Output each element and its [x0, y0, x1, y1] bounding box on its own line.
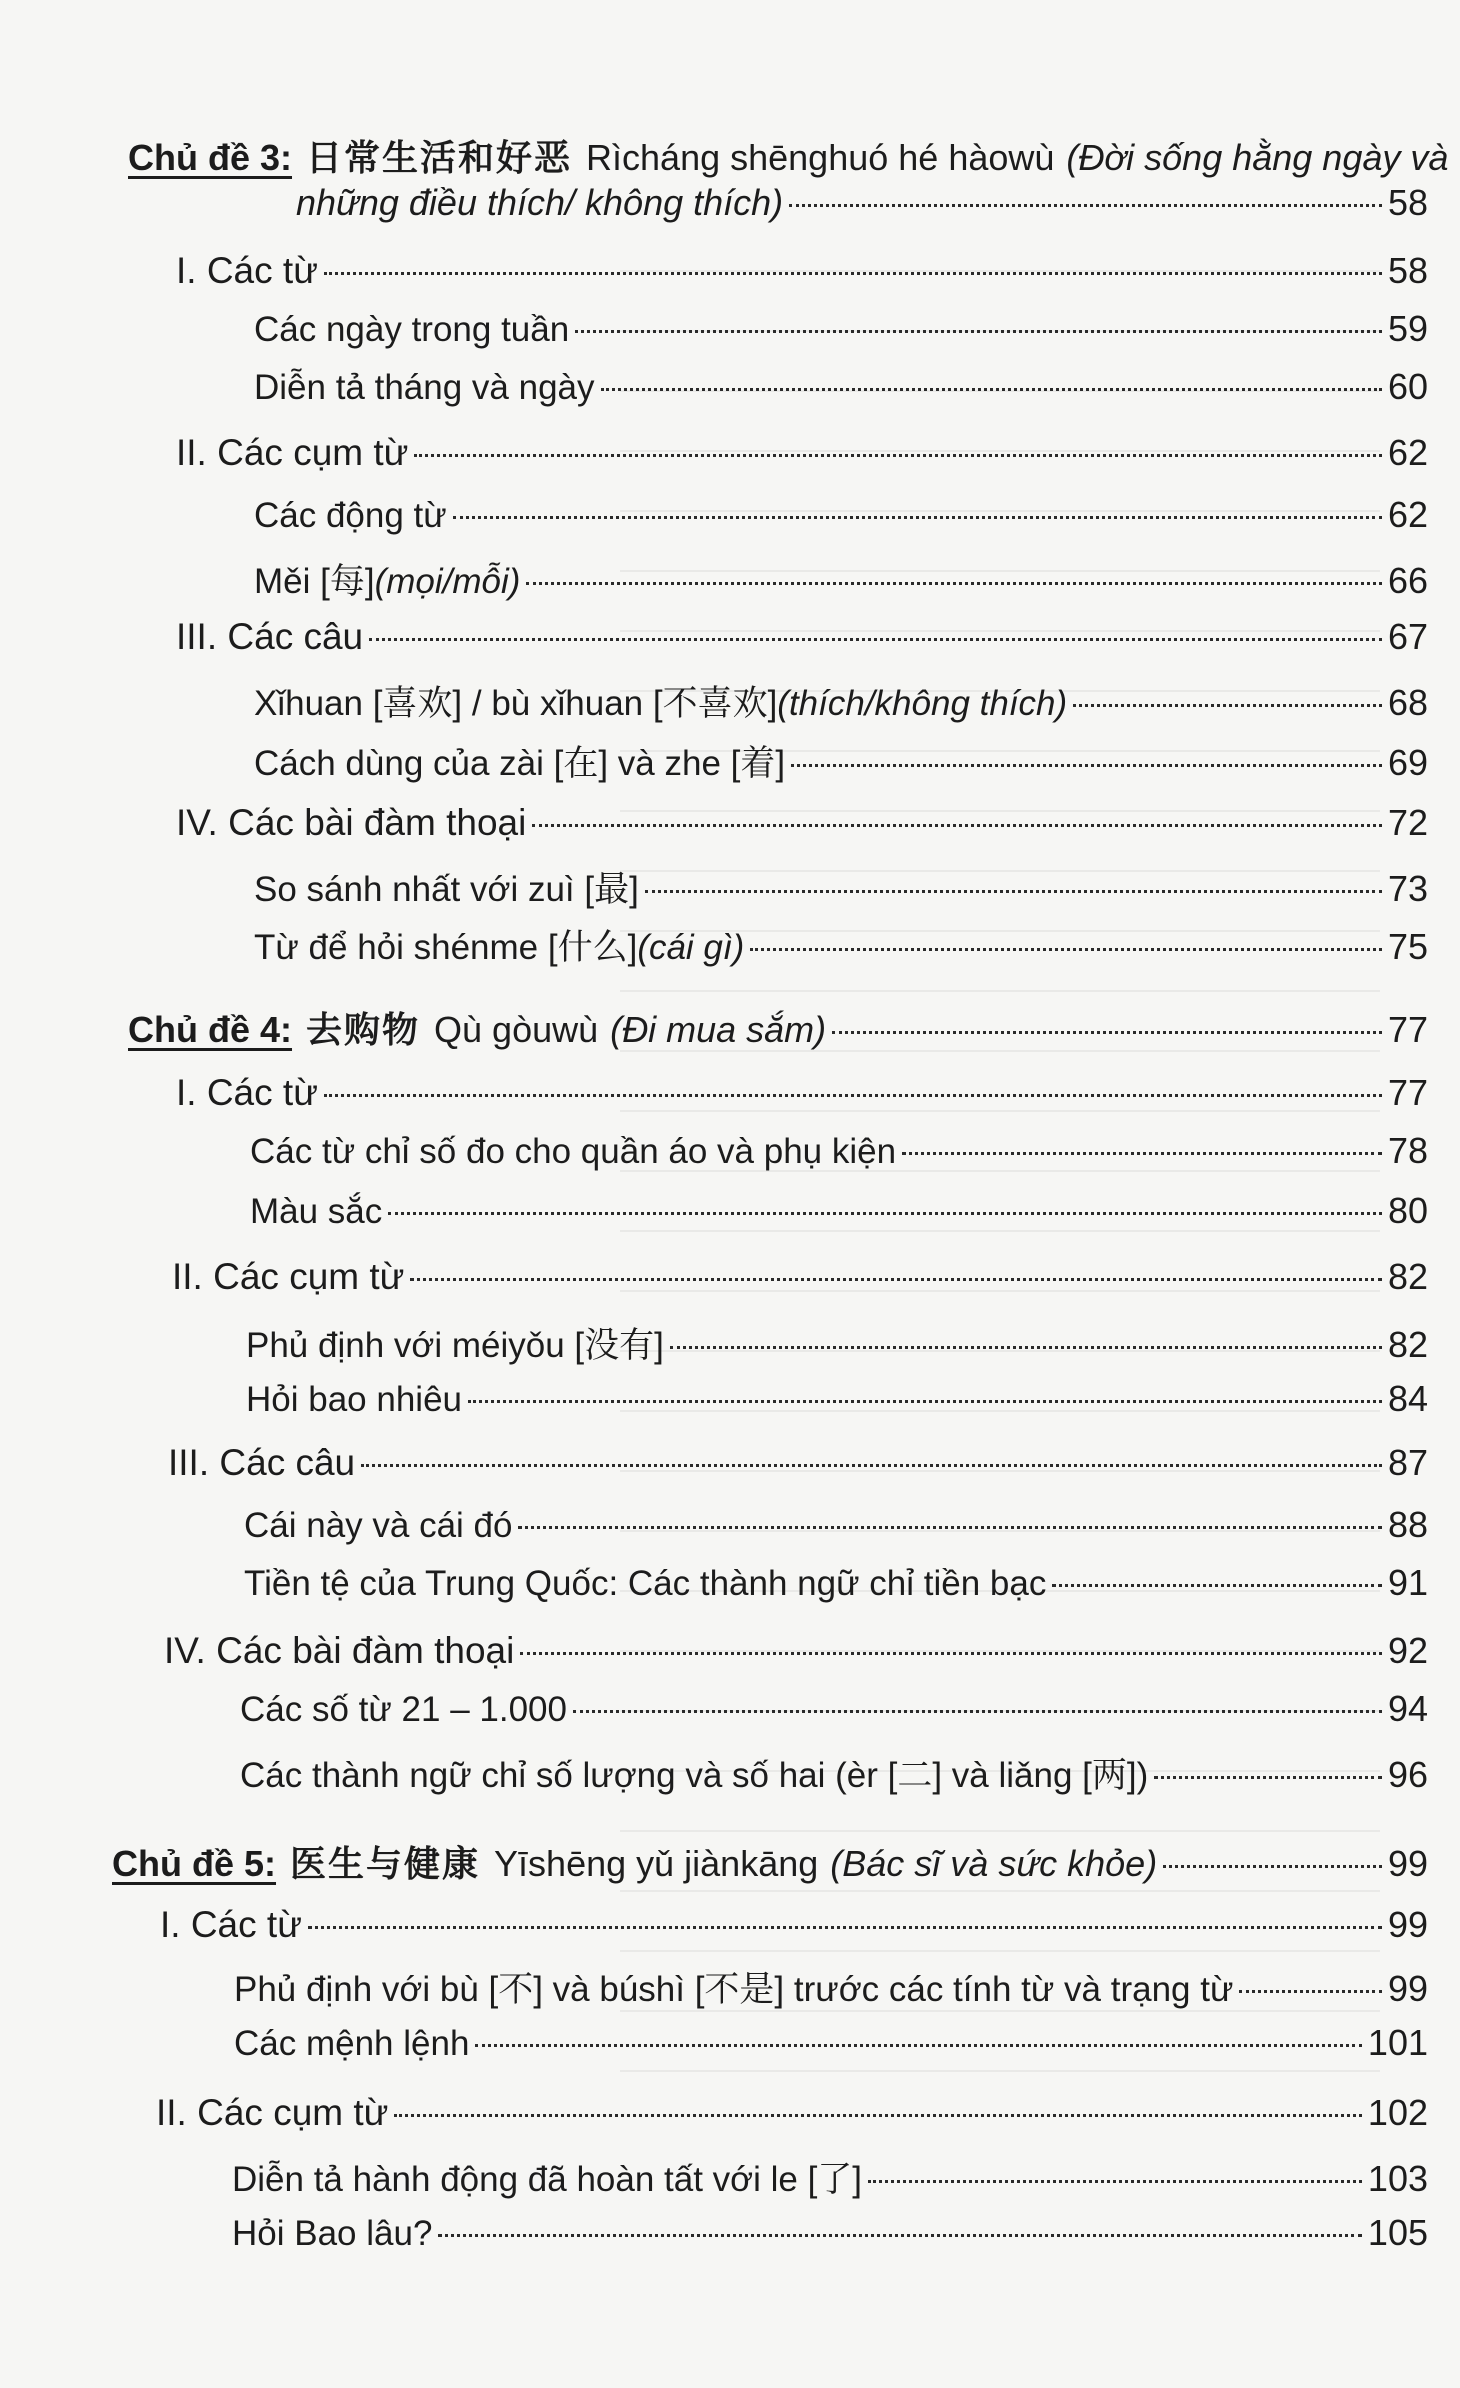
page-number: 91	[1387, 1562, 1428, 1603]
toc-entry[interactable]	[176, 432, 1428, 474]
toc-entry[interactable]	[254, 554, 1428, 604]
leader-dots	[791, 764, 1382, 767]
chapter-title-cn: 去购物	[306, 1009, 421, 1050]
entry-title: II. Các cụm từ	[156, 2092, 389, 2133]
page-number: 77	[1387, 1072, 1428, 1113]
leader-dots	[575, 330, 1382, 333]
page-number: 62	[1387, 432, 1428, 473]
toc-entry[interactable]	[234, 2022, 1428, 2064]
toc-entry[interactable]	[246, 1378, 1428, 1420]
page-number: 67	[1387, 616, 1428, 657]
toc-entry[interactable]	[254, 862, 1428, 912]
page-number: 105	[1367, 2212, 1428, 2253]
page-number: 99	[1387, 1968, 1428, 2009]
chapter-label: Chủ đề 5:	[112, 1843, 277, 1884]
leader-dots	[670, 1346, 1382, 1349]
toc-entry[interactable]	[250, 1190, 1428, 1232]
leader-dots	[308, 1926, 1382, 1929]
toc-entry[interactable]	[234, 1962, 1428, 2012]
leader-dots	[645, 890, 1382, 893]
page-number: 82	[1387, 1324, 1428, 1365]
toc-entry[interactable]	[254, 494, 1428, 536]
page-number: 73	[1387, 868, 1428, 909]
entry-title: Hỏi bao nhiêu	[246, 1380, 462, 1419]
entry-title: Các mệnh lệnh	[234, 2024, 470, 2063]
page-number: 87	[1387, 1442, 1428, 1483]
toc-entry[interactable]	[160, 1904, 1428, 1946]
toc-entry[interactable]	[168, 1442, 1428, 1484]
leader-dots	[394, 2114, 1361, 2117]
leader-dots	[369, 638, 1382, 641]
chapter-5-heading[interactable]	[112, 1836, 1428, 1887]
entry-title-gloss: (thích/không thích)	[777, 684, 1068, 723]
leader-dots	[868, 2180, 1362, 2183]
leader-dots	[324, 1094, 1382, 1097]
entry-title: Hỏi Bao lâu?	[232, 2214, 433, 2253]
leader-dots	[520, 1652, 1382, 1655]
page-number: 99	[1387, 1904, 1428, 1945]
leader-dots	[601, 388, 1382, 391]
leader-dots	[1073, 704, 1382, 707]
toc-entry[interactable]	[246, 1318, 1428, 1368]
toc-entry[interactable]	[232, 2152, 1428, 2202]
entry-title: Các ngày trong tuần	[254, 310, 570, 349]
leader-dots	[573, 1710, 1382, 1713]
page-number: 58	[1387, 182, 1428, 223]
leader-dots	[410, 1278, 1382, 1281]
chapter-title-vn: (Bác sĩ và sức khỏe)	[830, 1843, 1158, 1884]
page-number: 94	[1387, 1688, 1428, 1729]
toc-entry[interactable]	[250, 1130, 1428, 1172]
chapter-title-vn-cont: những điều thích/ không thích)	[296, 182, 784, 223]
leader-dots	[902, 1152, 1382, 1155]
toc-entry[interactable]	[172, 1256, 1428, 1298]
toc-entry[interactable]	[254, 366, 1428, 408]
page-number: 84	[1387, 1378, 1428, 1419]
chapter-title-pinyin: Rìcháng shēnghuó hé hàowù	[586, 137, 1055, 178]
page-number: 103	[1367, 2158, 1428, 2199]
entry-title: Tiền tệ của Trung Quốc: Các thành ngữ chỉ tiền bạc	[244, 1564, 1047, 1603]
page-number: 59	[1387, 308, 1428, 349]
toc-entry[interactable]	[164, 1630, 1428, 1672]
entry-title: II. Các cụm từ	[176, 432, 409, 473]
page-number: 75	[1387, 926, 1428, 967]
page-number: 96	[1387, 1754, 1428, 1795]
entry-title: I. Các từ	[176, 250, 318, 291]
leader-dots	[453, 516, 1382, 519]
chapter-4-heading[interactable]	[128, 1002, 1428, 1053]
leader-dots	[532, 824, 1382, 827]
leader-dots	[1154, 1776, 1382, 1779]
entry-title: Phủ định với bù [不] và búshì [不是] trước các tính từ và trạng từ	[234, 1970, 1234, 2009]
entry-title: II. Các cụm từ	[172, 1256, 405, 1297]
toc-entry[interactable]	[240, 1688, 1428, 1730]
entry-title: Diễn tả tháng và ngày	[254, 368, 595, 407]
page-number: 92	[1387, 1630, 1428, 1671]
entry-title: Các động từ	[254, 496, 447, 535]
page-number: 99	[1387, 1843, 1428, 1884]
entry-title: Měi [每]	[254, 562, 375, 601]
page-number: 82	[1387, 1256, 1428, 1297]
entry-title-gloss: (cái gì)	[637, 928, 745, 967]
entry-title: So sánh nhất với zuì [最]	[254, 870, 639, 909]
entry-title: III. Các câu	[176, 616, 364, 657]
page-number: 77	[1387, 1009, 1428, 1050]
toc-entry[interactable]	[176, 616, 1428, 658]
leader-dots	[438, 2234, 1362, 2237]
chapter-label: Chủ đề 3:	[128, 137, 293, 178]
chapter-title-cn: 医生与健康	[290, 1843, 481, 1884]
leader-dots	[518, 1526, 1381, 1529]
leader-dots	[414, 454, 1382, 457]
leader-dots	[750, 948, 1382, 951]
leader-dots	[1163, 1865, 1382, 1868]
entry-title: Xǐhuan [喜欢] / bù xǐhuan [不喜欢]	[254, 684, 778, 723]
entry-title: Từ để hỏi shénme [什么]	[254, 928, 638, 967]
entry-title: I. Các từ	[176, 1072, 318, 1113]
entry-title: Các số từ 21 – 1.000	[240, 1690, 567, 1729]
leader-dots	[388, 1212, 1382, 1215]
toc-entry[interactable]	[232, 2212, 1428, 2254]
entry-title: Phủ định với méiyǒu [没有]	[246, 1326, 664, 1365]
toc-entry[interactable]	[176, 802, 1428, 844]
leader-dots	[475, 2044, 1362, 2047]
entry-title: Cách dùng của zài [在] và zhe [着]	[254, 744, 786, 783]
toc-entry[interactable]	[244, 1504, 1428, 1546]
leader-dots	[468, 1400, 1382, 1403]
chapter-title-pinyin: Qù gòuwù	[434, 1009, 599, 1050]
toc-entry[interactable]	[254, 308, 1428, 350]
entry-title: III. Các câu	[168, 1442, 356, 1483]
page-number: 58	[1387, 250, 1428, 291]
toc-entry[interactable]	[156, 2092, 1428, 2134]
leader-dots	[324, 272, 1382, 275]
toc-entry[interactable]	[244, 1562, 1428, 1604]
page-number: 72	[1387, 802, 1428, 843]
page-number: 80	[1387, 1190, 1428, 1231]
entry-title: I. Các từ	[160, 1904, 302, 1945]
toc-entry[interactable]	[254, 920, 1428, 970]
page-number: 69	[1387, 742, 1428, 783]
page-number: 78	[1387, 1130, 1428, 1171]
toc-entry[interactable]	[240, 1748, 1428, 1798]
chapter-3-heading[interactable]	[128, 130, 1449, 181]
leader-dots	[1052, 1584, 1382, 1587]
entry-title: Diễn tả hành động đã hoàn tất với le [了]	[232, 2160, 863, 2199]
toc-entry[interactable]	[254, 676, 1428, 726]
chapter-title-vn: (Đi mua sắm)	[610, 1009, 827, 1050]
entry-title: IV. Các bài đàm thoại	[164, 1630, 515, 1671]
entry-title: Màu sắc	[250, 1192, 383, 1231]
chapter-title-pinyin: Yīshēng yǔ jiànkāng	[494, 1843, 819, 1884]
leader-dots	[832, 1031, 1382, 1034]
chapter-title-cn: 日常生活和好恶	[306, 137, 573, 178]
leader-dots	[1239, 1990, 1382, 1993]
chapter-label: Chủ đề 4:	[128, 1009, 293, 1050]
entry-title: Cái này và cái đó	[244, 1506, 513, 1545]
page-number: 102	[1367, 2092, 1428, 2133]
page-number: 66	[1387, 560, 1428, 601]
entry-title: Các từ chỉ số đo cho quần áo và phụ kiện	[250, 1132, 897, 1171]
leader-dots	[361, 1464, 1382, 1467]
entry-title-gloss: (mọi/mỗi)	[374, 562, 521, 601]
page-number: 60	[1387, 366, 1428, 407]
chapter-title-vn: (Đời sống hằng ngày và	[1066, 137, 1449, 178]
entry-title: IV. Các bài đàm thoại	[176, 802, 527, 843]
leader-dots	[526, 582, 1382, 585]
page-number: 101	[1367, 2022, 1428, 2063]
entry-title: Các thành ngữ chỉ số lượng và số hai (èr [二] và liǎng [两])	[240, 1756, 1149, 1795]
leader-dots	[789, 204, 1382, 207]
page-number: 88	[1387, 1504, 1428, 1545]
toc-entry[interactable]	[176, 250, 1428, 292]
page-number: 62	[1387, 494, 1428, 535]
chapter-3-heading-cont[interactable]	[296, 182, 1428, 224]
toc-entry[interactable]	[176, 1072, 1428, 1114]
page-number: 68	[1387, 682, 1428, 723]
toc-entry[interactable]	[254, 736, 1428, 786]
